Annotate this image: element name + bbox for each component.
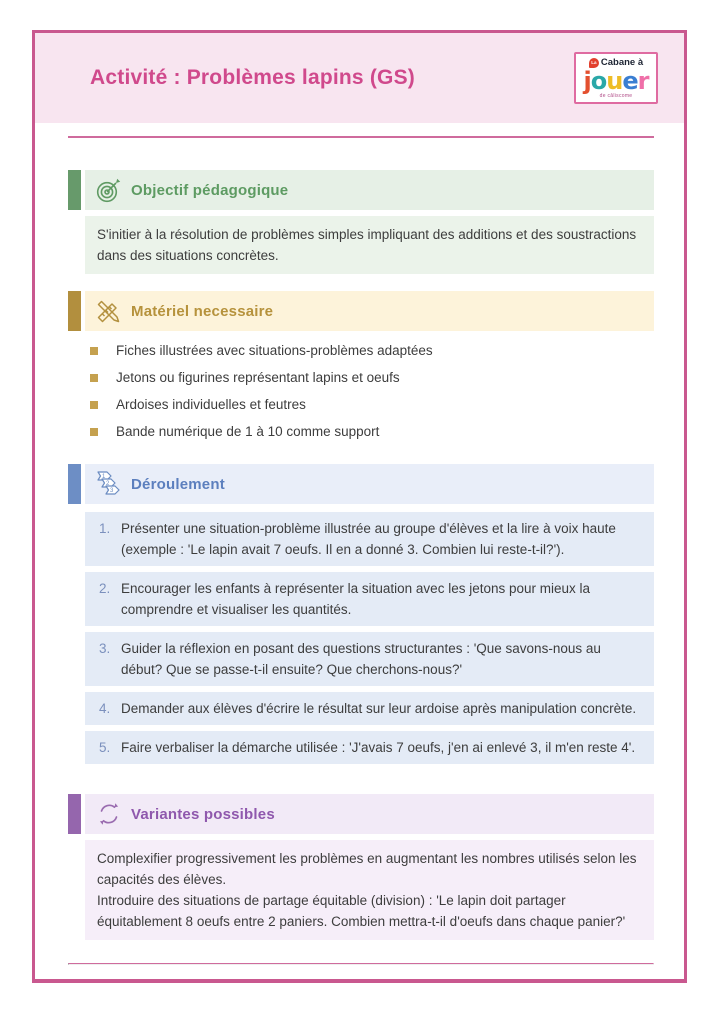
section-deroulement [68,464,654,764]
step-number: 1. [99,521,111,536]
list-item-label: Ardoises individuelles et feutres [116,397,306,412]
list-item [90,422,654,442]
section-header-strip [85,291,654,331]
section-title: Variantes possibles [131,805,275,823]
step-row [85,512,654,566]
step-text: Guider la réflexion en posant des questions structurantes : 'Que savons-nous au début? Que se passe-t-il ensuite? Que cherchons-nous?' [121,641,601,677]
logo-letter: e [622,67,638,95]
section-accent-bar [68,464,81,504]
step-row [85,731,654,764]
section-accent-bar [68,794,81,834]
section-accent-bar [68,291,81,331]
step-text: Présenter une situation-problème illustrée au groupe d'élèves et la lire à voix haute (exemple : 'Le lapin avait 7 oeufs. Il en a donné 3. Combien lui reste-t-il?'). [121,521,616,557]
step-number: 5. [99,740,111,755]
section-title: Matériel necessaire [131,302,274,320]
section-variantes [68,794,654,940]
logo-letter: j [583,67,591,95]
ruler-pencil-icon [94,296,124,326]
logo-letter: u [606,67,623,95]
bullet-square-icon [90,347,98,355]
step-text: Encourager les enfants à représenter la situation avec les jetons pour mieux la comprendre et visualiser les quantités. [121,581,591,617]
list-item [90,395,654,415]
variantes-paragraph: Introduire des situations de partage équitable (division) : 'Le lapin doit partager équitablement 8 oeufs entre 2 paniers. Combien mettra-t-il d'oeufs dans chaque panier?' [97,893,626,929]
variantes-text-box [85,840,654,940]
steps-list [85,512,654,764]
step-row [85,692,654,725]
section-title: Objectif pédagogique [131,181,289,199]
page-title: Activité : Problèmes lapins (GS) [90,66,415,89]
logo-word [578,69,654,93]
section-accent-bar [68,170,81,210]
bullet-square-icon [90,401,98,409]
objectif-text-box [85,216,654,274]
section-header [68,170,654,210]
step-row [85,632,654,686]
logo-badge: La [589,58,599,68]
logo-letter: o [590,67,607,95]
list-item [90,341,654,361]
step-number: 3. [99,641,111,656]
section-materiel [68,291,654,442]
list-item-label: Fiches illustrées avec situations-problèmes adaptées [116,343,433,358]
section-header-strip [85,170,654,210]
cycle-arrows-icon [94,799,124,829]
logo-brand-text: Cabane à [600,57,644,69]
variantes-paragraph: Complexifier progressivement les problèmes en augmentant les nombres utilisés selon les capacités des élèves. [97,851,637,887]
step-row [85,572,654,626]
header [35,33,684,123]
section-header [68,794,654,834]
materiel-list [68,341,654,442]
logo-subtext: de câliscome [599,93,633,99]
svg-text:2: 2 [106,481,110,487]
section-header-strip [85,794,654,834]
step-text: Faire verbaliser la démarche utilisée : 'J'avais 7 oeufs, j'en ai enlevé 3, il m'en reste 4'. [121,740,636,755]
activity-sheet [32,30,687,983]
bullet-square-icon [90,428,98,436]
footer-divider-line [68,963,654,965]
logo-letter: r [637,67,649,95]
header-divider-line [68,136,654,138]
list-item [90,368,654,388]
step-number: 4. [99,701,111,716]
sheet-body [35,170,684,940]
section-header-strip [85,464,654,504]
svg-text:3: 3 [110,488,114,494]
list-item-label: Bande numérique de 1 à 10 comme support [116,424,380,439]
brand-logo [574,52,658,104]
step-text: Demander aux élèves d'écrire le résultat sur leur ardoise après manipulation concrète. [121,701,637,716]
svg-text:1: 1 [102,474,106,480]
section-title: Déroulement [131,475,225,493]
list-item-label: Jetons ou figurines représentant lapins et oeufs [116,370,400,385]
target-icon [94,175,124,205]
steps-icon [94,469,124,499]
objectif-paragraph: S'initier à la résolution de problèmes simples impliquant des additions et des soustractions dans des situations concrètes. [97,227,637,263]
section-objectif [68,170,654,274]
bullet-square-icon [90,374,98,382]
section-header [68,464,654,504]
section-header [68,291,654,331]
step-number: 2. [99,581,111,596]
